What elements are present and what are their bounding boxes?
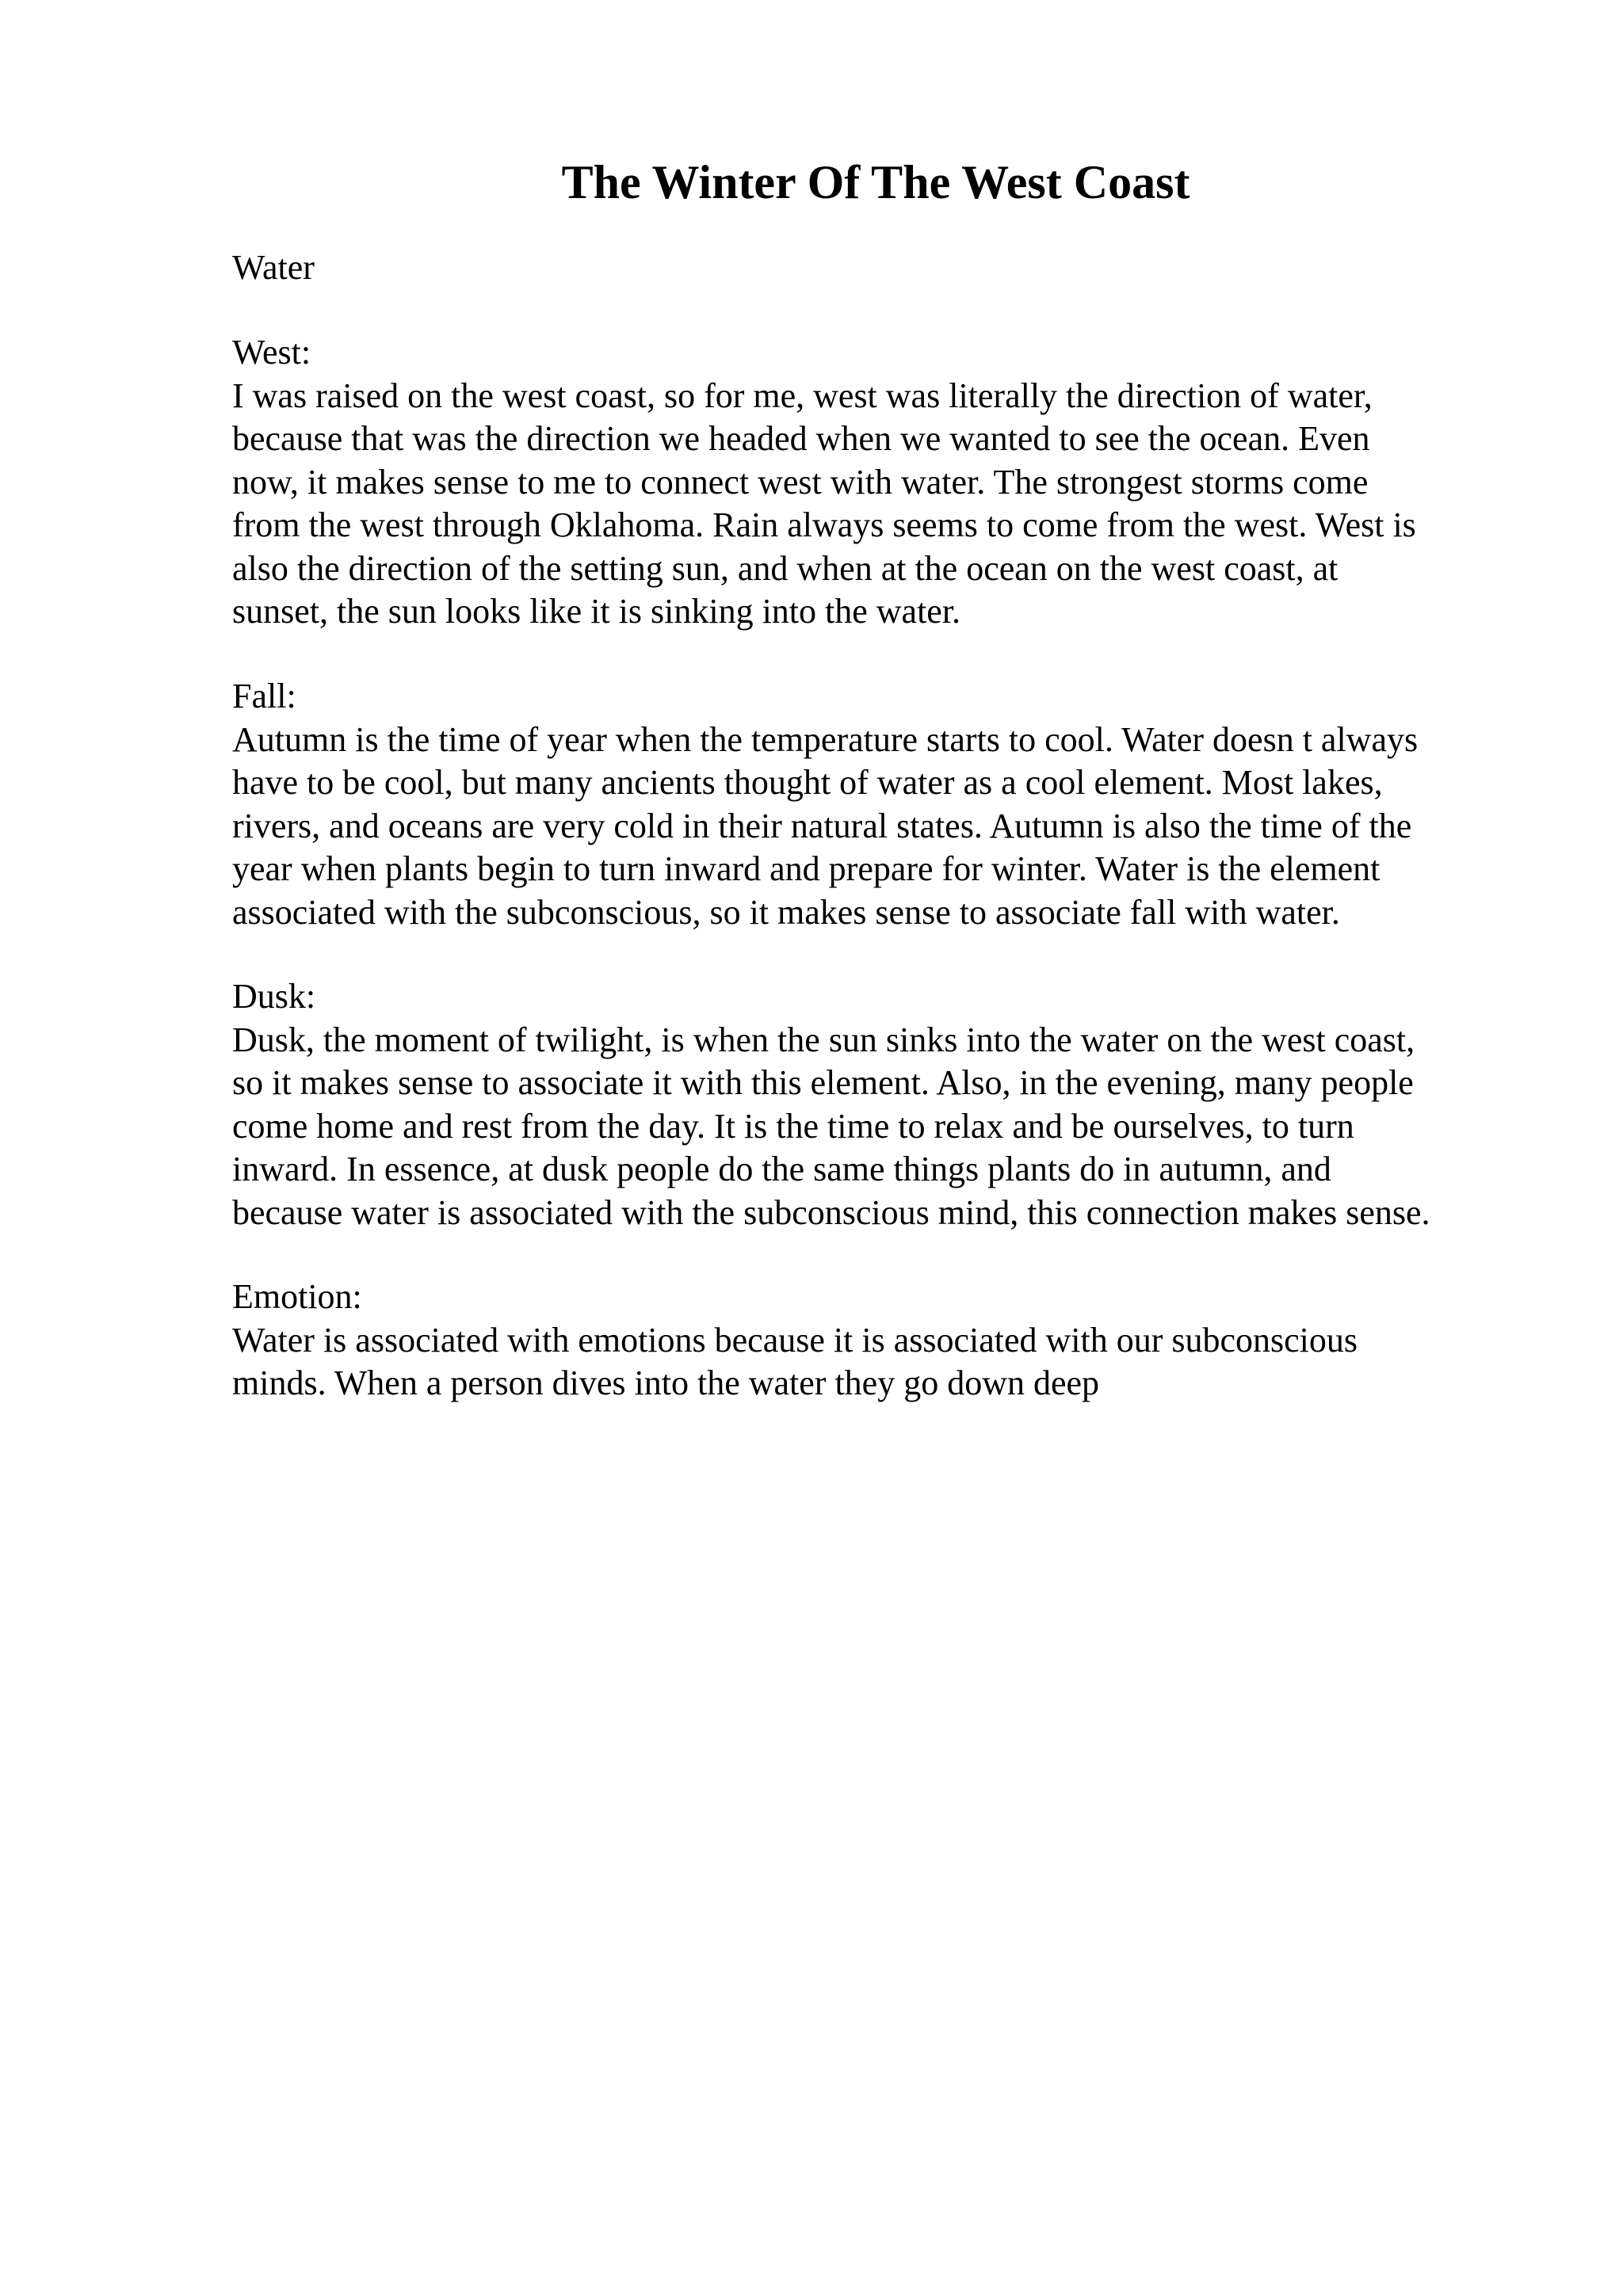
section-paragraph: Dusk, the moment of twilight, is when the sun sinks into the water on the west coast, so it makes sense to associate it with this element. Also, in the evening, many people come home and rest from the day. It is the time to relax and be ourselves, to turn inward. In essence, at dusk people do the same things plants do in autumn, and because water is associated with the subconscious mind, this connection makes sense. xyxy=(232,1020,1430,1232)
section-fall xyxy=(232,675,1595,934)
section-dusk xyxy=(232,975,1595,1234)
section-emotion xyxy=(232,1276,1595,1405)
section-heading: West: xyxy=(232,333,311,372)
section-paragraph: Autumn is the time of year when the temperature starts to cool. Water doesn t always have to be cool, but many ancients thought of water as a cool element. Most lakes, rivers, and oceans are very cold in their natural states. Autumn is also the time of the year when plants begin to turn inward and prepare for winter. Water is the element associated with the subconscious, so it makes sense to associate fall with water. xyxy=(232,719,1419,932)
section-west xyxy=(232,331,1595,634)
section-paragraph: Water is associated with emotions because it is associated with our subconscious minds. When a person dives into the water they go down deep xyxy=(232,1320,1358,1402)
section-heading: Emotion: xyxy=(232,1277,362,1316)
section-heading: Dusk: xyxy=(232,977,316,1016)
section-paragraph: I was raised on the west coast, so for me, west was literally the direction of water, because that was the direction we headed when we wanted to see the ocean. Even now, it makes sense to me to connect west with water. The strongest storms come from the west through Oklahoma. Rain always seems to come from the west. West is also the direction of the setting sun, and when at the ocean on the west coast, at sunset, the sun looks like it is sinking into the water. xyxy=(232,376,1416,631)
document-subtitle: Water xyxy=(232,248,315,287)
document-title: The Winter Of The West Coast xyxy=(561,156,1190,208)
section-heading: Fall: xyxy=(232,677,296,715)
